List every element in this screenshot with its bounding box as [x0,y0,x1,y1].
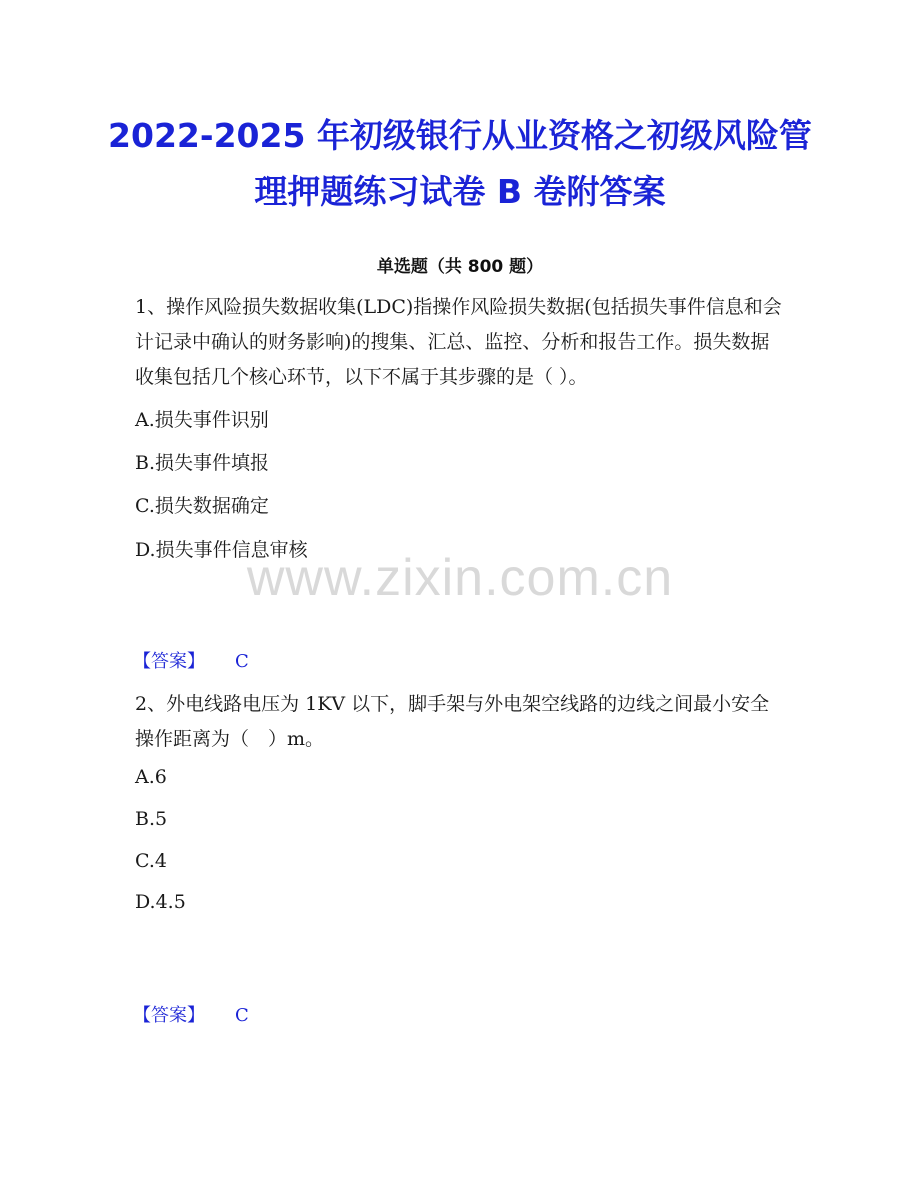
question-1-answer [133,647,249,673]
question-1-option-c: C.损失数据确定 [135,495,269,517]
answer-value: C [235,651,249,672]
question-2-option-c: C.4 [135,850,167,872]
question-2-option-b: B.5 [135,808,168,830]
question-1-option-d: D.损失事件信息审核 [135,539,308,561]
section-heading: 单选题（共 800 题） [376,257,544,277]
question-2-answer [133,1001,249,1027]
question-2-option-d: D.4.5 [135,891,186,913]
question-2-option-a: A.6 [135,766,167,788]
question-1-option-a: A.损失事件识别 [135,409,269,431]
answer-value: C [235,1005,249,1026]
answer-label: 【答案】 [133,1005,205,1026]
document-title: 2022-2025 年初级银行从业资格之初级风险管理押题练习试卷 B 卷附答案 [108,116,812,211]
answer-label: 【答案】 [133,651,205,672]
watermark: www.zixin.com.cn [246,549,674,607]
question-2-text: 2、外电线路电压为 1KV 以下，脚手架与外电架空线路的边线之间最小安全操作距离为（ ）m。 [135,693,770,750]
question-1-option-b: B.损失事件填报 [135,452,270,474]
question-1-text: 1、操作风险损失数据收集(LDC)指操作风险损失数据(包括损失事件信息和会计记录中确认的财务影响)的搜集、汇总、监控、分析和报告工作。损失数据收集包括几个核心环节，以下不属于其步骤的是（ ）。 [135,296,782,388]
